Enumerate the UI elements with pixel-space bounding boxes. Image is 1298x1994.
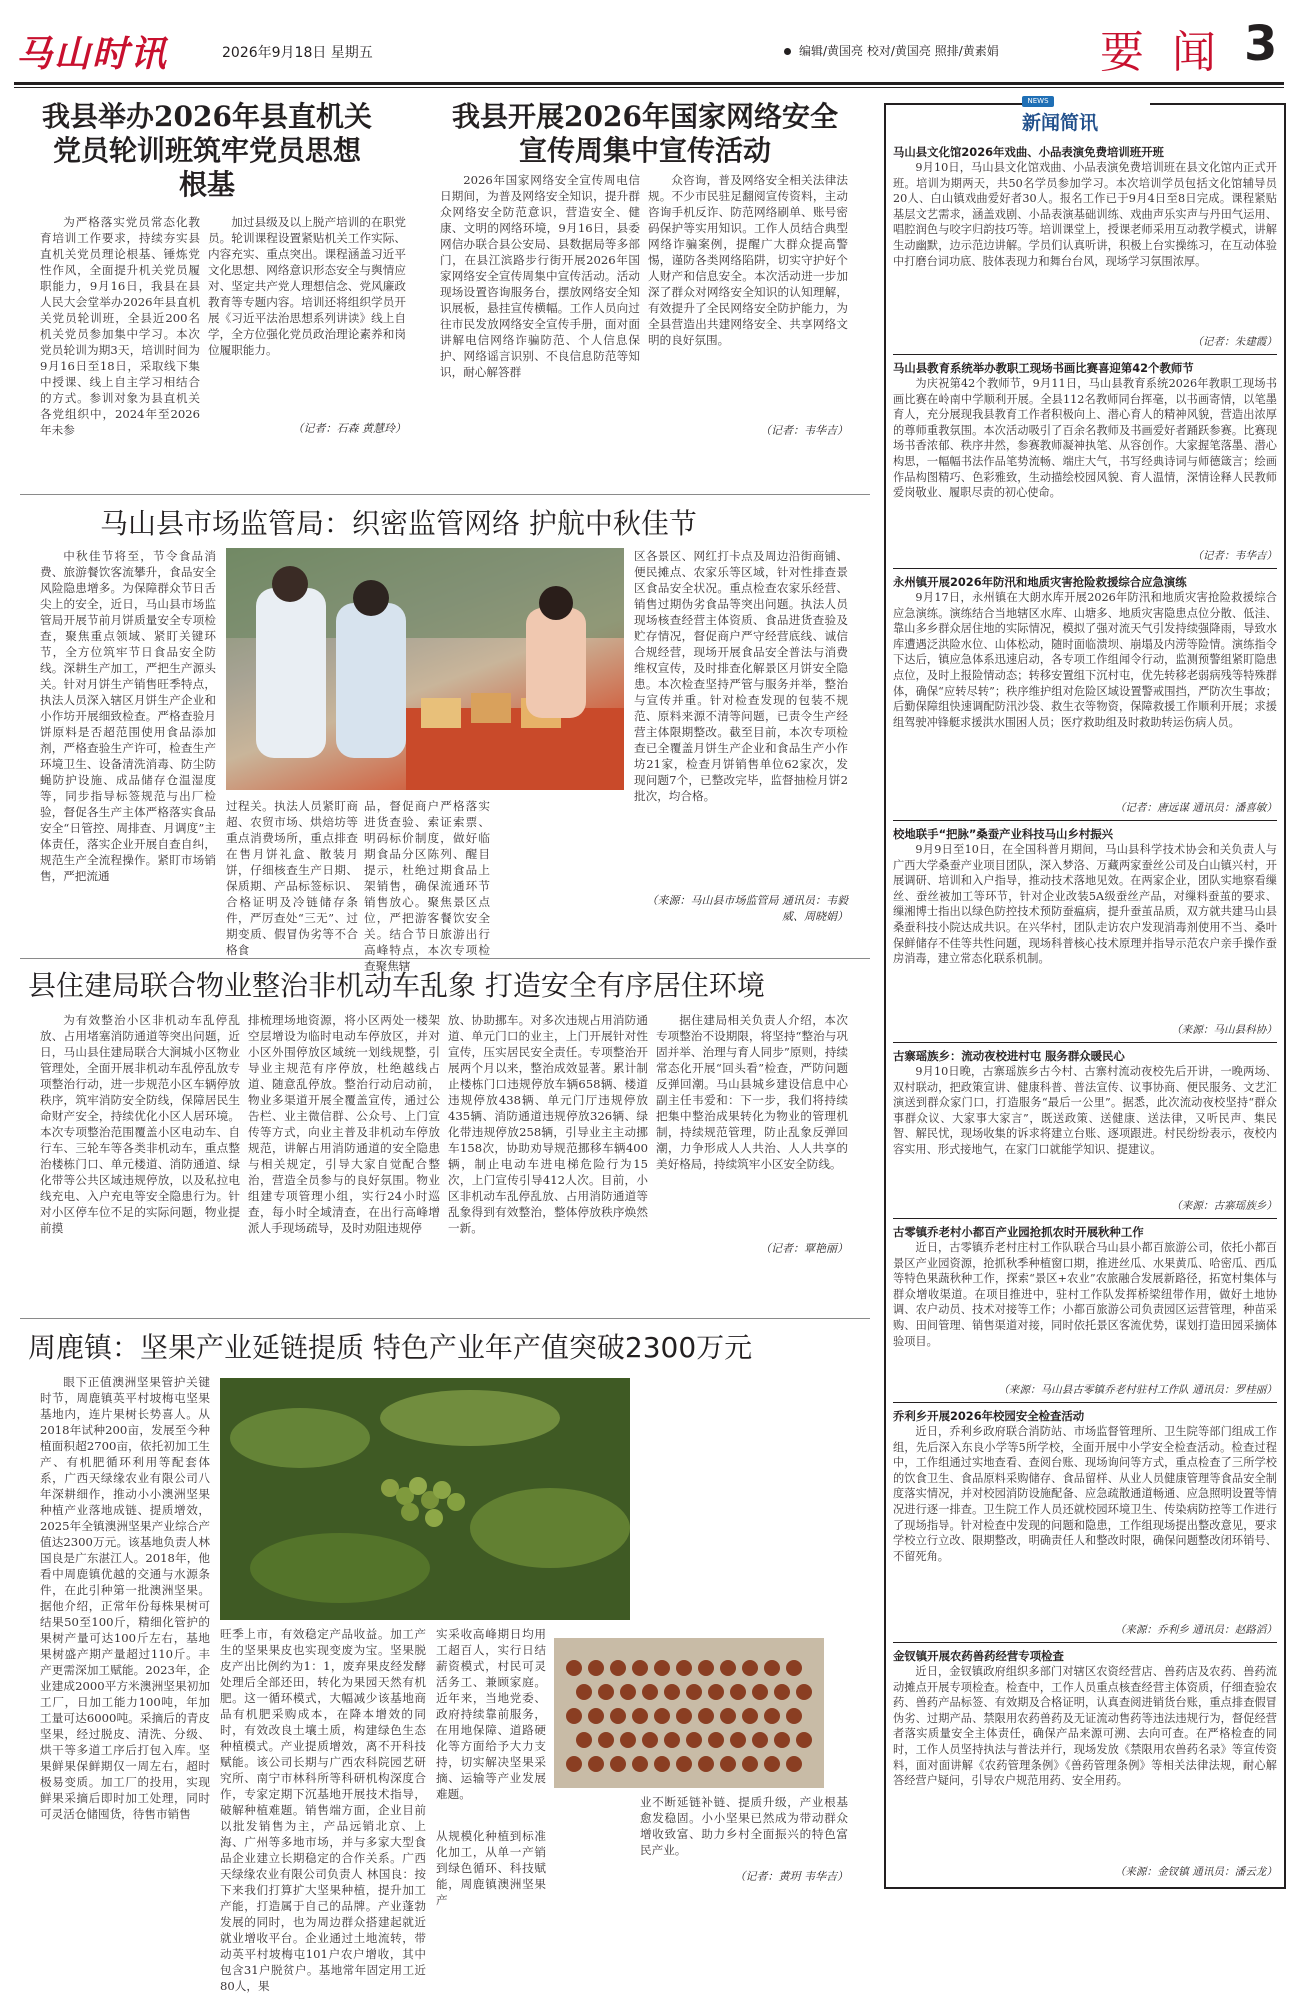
article2-title: 我县开展2026年国家网络安全宣传周集中宣传活动 xyxy=(452,100,838,168)
brief-text: 9月10日晚，古寨瑶族乡古今村、古寨村流动夜校先后开讲，一晚两场、双村联动，把政策宣讲、健康科普、普法宣传、议事协商、便民服务、文艺汇演送到群众家门口，打造服务“最后一公里”。据悉，此次流动夜校坚持“群众事群众议、大家事大家言”，既送政策、送健康、送法律，又听民声、集民智、解民忧，现场收集的诉求将建立台账、逐项跟进。村民纷纷表示，夜校内容实用、形式接地气，在家门口就能学知识、提建议。 xyxy=(893,1065,1277,1156)
brief-text: 9月17日，永州镇在大朗水库开展2026年防汛和地质灾害抢险救援综合应急演练。演练结合当地辖区水库、山塘多、地质灾害隐患点位分散、低洼、靠山多乡群众居住地的实际情况，模拟了强对流天气引发持续强降雨，导致水库遭遇泛洪险水位、山体松动，随时面临溃坝、崩塌及内涝等险情。演练指令下达后，镇应急体系迅速启动，各专项工作组闻令行动，监测预警组紧盯隐患点位，及时上报险情动态；转移安置组下沉村屯，优先转移老弱病残等特殊群体，确保“应转尽转”；秩序维护组对危险区域设置警戒围挡，严防次生事故；后勤保障组快速调配防汛沙袋、救生衣等物资，保障救援工作顺利开展；求援组驾驶冲锋艇求援洪水围困人员；医疗救助组及时救助转运伤病人员。 xyxy=(893,591,1277,729)
article5-col1: 眼下正值澳洲坚果管护关键时节，周鹿镇英平村坡梅屯坚果基地内，连片果树长势喜人。从2018年试种200亩，发展至今种植面积超2700亩，依托初加工生产、有机肥循环利用等配套体系，广西天绿缘农业有限公司八年深耕细作，推动小小澳洲坚果种植产业落地成链、提质增效，2025年全镇澳洲坚果产业综合产值达2300万元。该基地负责人林国良是广东湛江人。2018年，他看中周鹿镇优越的交通与水源条件，在此引种第一批澳洲坚果。据他介绍，正常年份每株果树可结果50至100斤，精细化管护的果树产量可达100斤左右，基地果树盛产期产量超过110斤。丰产更需深加工赋能。2023年，企业建成2000平方米澳洲坚果初加工厂，日加工能力100吨，年加工量可达6000吨。采摘后的青皮坚果，经过脱皮、清洗、分级、烘干等多道工序后打包入库。坚果鲜果保鲜期仅一周左右，超时极易变质。加工厂的投用，实现鲜果采摘后即时加工处理，同时可灵活仓储囤货，待售市销售 xyxy=(40,1375,210,1821)
brief-title: 乔利乡开展2026年校园安全检查活动 xyxy=(893,1409,1085,1423)
brief-divider xyxy=(893,1042,1277,1043)
brief-title: 永州镇开展2026年防汛和地质灾害抢险救援综合应急演练 xyxy=(893,575,1187,589)
article5-col4: 从规模化种植到标准化加工，从单一产销到绿色循环、科技赋能，周鹿镇澳洲坚果产 xyxy=(436,1829,546,1907)
brief-text: 近日，古零镇乔老村庄村工作队联合马山县小都百旅游公司，依托小都百景区产业园资源，抢抓秋季种植窗口期，推进丝瓜、水果黄瓜、哈密瓜、西瓜等特色果蔬秋种工作，探索“景区+农业”农旅融合发展新路径，拓宽村集体与群众增收渠道。在项目推进中，驻村工作队发挥桥梁纽带作用，做好土地协调、农户动员、技术对接等工作；小都百旅游公司负责园区运营管理，种苗采购、田间管理、销售渠道对接，同时依托景区客流优势，谋划打造田园采摘体验项目。 xyxy=(893,1241,1277,1348)
divider xyxy=(20,1318,870,1319)
bullet-icon xyxy=(784,48,791,55)
article3-title: 马山县市场监管局：织密监管网络 护航中秋佳节 xyxy=(100,507,697,540)
article4-col3: 放、协助挪车。对多次违规占用消防通道、单元门口的业主，上门开展针对性宣传，压实居民安全责任。专项整治开展两个月以来，整治成效显著。累计制止楼栋门口违规停放车辆658辆、楼道违规停放438辆、单元门厅违规停放435辆、消防通道违规停放326辆、绿化带违规停放258辆，引导业主主动挪车158次，协助劝导规范挪移车辆400辆，制止电动车进电梯危险行为15次，上门宣传引导412人次。目前，小区非机动车乱停乱放、占用消防通道等乱象得到有效整治，整体停放秩序焕然一新。 xyxy=(448,1013,648,1235)
article4-col1: 为有效整治小区非机动车乱停乱放、占用堵塞消防通道等突出问题，近日，马山县住建局联合大涧城小区物业管理处，全面开展非机动车乱停乱放专项整治行动，进一步规范小区车辆停放秩序，筑牢消防安全防线，保障居民生命财产安全，持续优化小区人居环境。本次专项整治范围覆盖小区电动车、自行车、三轮车等各类非机动车，重点整治楼栋门口、单元楼道、消防通道、绿化带等公共区域违规停放，以及私拉电线充电、入户充电等安全隐患行为。针对小区停车位不足的实际问题，物业提前摸 xyxy=(40,1013,240,1235)
brief-byline: （记者：唐远谋 通讯员：潘喜敏） xyxy=(1114,802,1277,814)
article4-col4: 据住建局相关负责人介绍，本次专项整治不设期限，将坚持“整治与巩固并举、治理与育人同步”原则，持续常态化开展“回头看”检查，严防问题反弹回潮。马山县城乡建设信息中心副主任韦爱和：下一步，我们将持续把集中整治成果转化为物业的管理机制，持续规范管理，防止乱象反弹回潮，力争形成人人共治、人人共享的美好格局，持续筑牢小区安全防线。 xyxy=(656,1013,848,1171)
brief-text: 9月10日，马山县文化馆戏曲、小品表演免费培训班在县文化馆内正式开班。培训为期两天，共50名学员参加学习。本次培训学员包括文化馆辅导员20人、白山镇戏曲爱好者30人。报名工作已于9月4日至8日完成。课程紧贴基层文艺需求，涵盖戏剧、小品表演基础训练、戏曲声乐实声与丹田气运用、唱腔润色与咬字归韵技巧等。培训课堂上，授课老师采用互动教学模式，讲解生动幽默，边示范边讲解。学员们认真听讲，积极上台实操练习，在互动体验中打磨台词功底、肢体表现力和舞台台风，现场学习氛围浓厚。 xyxy=(893,161,1277,268)
brief-title: 马山县文化馆2026年戏曲、小品表演免费培训班开班 xyxy=(893,145,1164,159)
brief-divider xyxy=(893,1402,1277,1403)
brief-text: 为庆祝第42个教师节，9月11日，马山县教育系统2026年教职工现场书画比赛在岭南中学顺利开展。全县112名教师同台挥毫，以书画寄情，以笔墨育人，充分展现我县教育工作者积极向上、潜心育人的精神风貌，营造出浓厚的尊师重教氛围。本次活动吸引了百余名教师及书画爱好者踊跃参赛。比赛现场书香浓郁、秩序井然，参赛教师凝神执笔、从容创作。大家握笔落墨、潜心构思，一幅幅书法作品笔势流畅、端庄大气，书写经典诗词与师德箴言；绘画作品构图精巧、色彩雅致，生动描绘校园风貌、育人温情，深情诠释人民教师爱岗敬业、履职尽责的初心使命。 xyxy=(893,377,1277,500)
brief-text: 近日，金钗镇政府组织多部门对辖区农资经营店、兽药店及农药、兽药流动摊点开展专项检查。检查中，工作人员重点核查经营主体资质，仔细查验农药、兽药产品标签、有效期及合格证明，认真查阅进销货台账，重点排查假冒伪劣、过期产品、禁限用农药兽药及无证流动售药等违法违规行为，督促经营者落实质量安全主体责任，确保产品来源可溯、去向可查。在严格检查的同时，工作人员坚持执法与普法并行，现场发放《禁限用农兽药名录》等宣传资料，面对面讲解《农药管理条例》《兽药管理条例》等相关法律法规，耐心解答经营户疑问，引导农户规范用药、安全用药。 xyxy=(893,1665,1277,1788)
brief-text: 近日，乔利乡政府联合消防站、市场监督管理所、卫生院等部门组成工作组，先后深入东良小学等5所学校，全面开展中小学安全检查活动。检查过程中，工作组通过实地查看、查阅台账、现场询问等方式，重点检查了三所学校的饮食卫生、食品原料采购储存、食品留样、从业人员健康管理等食品安全制度落实情况，并对校园消防设施配备、应急疏散通道畅通、应急照明设置等情况进行逐一排查。卫生院工作人员还就校园环境卫生、传染病防控等工作进行了现场指导。针对检查中发现的问题和隐患，工作组现场提出整改意见，要求学校立行立改、限期整改，明确责任人和整改时限，确保问题整改闭环销号、不留死角。 xyxy=(893,1425,1277,1563)
article3-byline: （来源：马山县市场监管局 通讯员：韦毅威、周晓娟） xyxy=(646,894,848,923)
article5-col5: 业不断延链补链、提质升级，产业根基愈发稳固。小小坚果已然成为带动群众增收致富、助力乡村全面振兴的特色富民产业。 xyxy=(640,1795,848,1857)
brief-byline: （来源：马山县古零镇乔老村驻村工作队 通讯员：罗桂丽） xyxy=(998,1384,1277,1396)
article1-col1: 为严格落实党员常态化教育培训工作要求，持续夯实县直机关党员理论根基、锤炼党性作风，全面提升机关党员履职能力，9月16日，我县在县人民大会堂举办2026年县直机关党员轮训班，全县近200名机关党员参加集中学习。本次党员轮训为期3天，培训时间为9月16日至18日，采取线下集中授课、线上自主学习相结合的方式。参训对象为县直机关各党组织中，2024年至2026年未参 xyxy=(40,215,200,437)
article5-col3: 实采收高峰期日均用工超百人，实行日结薪资模式，村民可灵活务工、兼顾家庭。近年来，当地党委、政府持续靠前服务，在用地保障、道路硬化等方面给予大力支持，切实解决坚果采摘、运输等产业发展难题。 xyxy=(436,1627,546,1801)
editor-credits-text: 编辑/黄国亮 校对/黄国亮 照排/黄素娟 xyxy=(799,44,999,58)
article1-byline: （记者：石森 黄慧玲） xyxy=(292,422,406,435)
news-briefs-title: 新闻简讯 xyxy=(1022,112,1099,134)
brief-divider xyxy=(893,820,1277,821)
article4-byline: （记者：覃艳丽） xyxy=(760,1242,848,1255)
newspaper-logo: 马山时讯 xyxy=(16,33,169,75)
brief-divider xyxy=(893,568,1277,569)
news-tag: NEWS xyxy=(1022,96,1054,107)
brief-byline: （记者：韦华吉） xyxy=(1192,550,1277,562)
brief-title: 校地联手“把脉”桑蚕产业科技马山乡村振兴 xyxy=(893,827,1114,841)
market-inspection-photo-art xyxy=(226,548,624,790)
divider xyxy=(20,494,870,495)
brief-divider xyxy=(893,1218,1277,1219)
brief-text: 9月9日至10日，在全国科普月期间，马山县科学技术协会和关负责人与广西大学桑蚕产业项目团队，深入梦洛、万藏两家蚕丝公司及白山镇兴村，开展调研、培训和入户指导，推动技术落地见效。在两家企业，团队实地察看缫丝、蚕丝被加工等环节，针对企业改装5A级蚕丝产品，对缫料蚕茧的要求、缫湘博士指出以绿色防控技术预防蚕瘟病，提升蚕茧品质，双方就共建马山县桑蚕科技小院达成共识。在兴华村，团队走访农户发现消毒剂使用不当、桑叶保鲜储存不佳等共性问题，现场科普核心技术原理并指导示范农户亲手操作蚕房消毒，建立常态化联系机制。 xyxy=(893,843,1277,966)
brief-byline: （来源：乔利乡 通讯员：赵路滔） xyxy=(1114,1624,1277,1636)
page-number: 3 xyxy=(1244,16,1278,72)
brief-divider xyxy=(893,354,1277,355)
brief-title: 马山县教育系统举办教职工现场书画比赛喜迎第42个教师节 xyxy=(893,361,1194,375)
brief-title: 古寨瑶族乡：流动夜校进村屯 服务群众暖民心 xyxy=(893,1049,1125,1063)
macadamia-tree-photo xyxy=(220,1378,630,1620)
article1-title: 我县举办2026年县直机关党员轮训班筑牢党员思想根基 xyxy=(42,100,372,202)
article4-col2: 排梳理场地资源，将小区两处一楼架空层增设为临时电动车停放区，并对小区外围停放区域统一划线规整，引导业主规范有序停放，杜绝越线占道、随意乱停放。整治行动启动前，物业多渠道开展全覆盖宣传，通过公告栏、业主微信群、公众号、上门宣传等方式，向业主普及非机动车停放规范，讲解占用消防通道的安全隐患与相关规定，引导大家自觉配合整治，营造全员参与的良好氛围。物业组建专项管理小组，实行24小时巡查，每小时全域清查，在出行高峰增派人手现场疏导，及时劝阻违规停 xyxy=(248,1013,440,1235)
article4-title: 县住建局联合物业整治非机动车乱象 打造安全有序居住环境 xyxy=(28,969,765,1002)
brief-title: 金钗镇开展农药兽药经营专项检查 xyxy=(893,1649,1064,1663)
masthead xyxy=(0,0,1298,84)
article5-byline: （记者：黄玥 韦华吉） xyxy=(734,1870,848,1883)
section-title: 要闻 xyxy=(1100,27,1244,78)
editor-credits xyxy=(784,42,999,59)
brief-byline: （记者：朱建霞） xyxy=(1192,336,1277,348)
macadamia-drying-photo xyxy=(554,1638,824,1788)
brief-byline: （来源：金钗镇 通讯员：潘云龙） xyxy=(1114,1866,1277,1878)
article3-col1: 中秋佳节将至，节令食品消费、旅游餐饮客流攀升，食品安全风险隐患增多。为保障群众节日舌尖上的安全，近日，马山县市场监管局开展节前月饼质量安全专项检查，聚焦重点领域、紧盯关键环节，全方位筑牢节日食品安全防线。深耕生产加工，严把生产源头关。针对月饼生产销售旺季特点，执法人员深入辖区月饼生产企业和小作坊开展细致检查。严格查验月饼原料是否超范围使用食品添加剂，严格查验生产许可，检查生产环境卫生、设备清洗消毒、防尘防蝇防护设施、成品储存仓温湿度等，同步指导标签规范与出厂检验，督促各生产主体严格落实食品安全“日管控、周排查、月调度”主体责任，落实企业开展自查自纠，规范生产全流程操作。紧盯市场销售，严把流通 xyxy=(40,549,216,883)
masthead-rule-thin xyxy=(14,87,1284,88)
article5-title: 周鹿镇：坚果产业延链提质 特色产业年产值突破2300万元 xyxy=(28,1331,753,1364)
brief-byline: （来源：古寨瑶族乡） xyxy=(1171,1200,1277,1212)
brief-title: 古零镇乔老村小都百产业园抢抓农时开展秋种工作 xyxy=(893,1225,1144,1239)
brief-divider xyxy=(893,1642,1277,1643)
macadamia-tree-photo-art xyxy=(220,1378,630,1620)
market-inspection-photo xyxy=(226,548,624,790)
macadamia-drying-photo-art xyxy=(554,1638,824,1788)
article2-col1: 2026年国家网络安全宣传周电信日期间，为普及网络安全知识，提升群众网络安全防范意识，营造安全、健康、文明的网络环境，9月16日，县委网信办联合县公安局、县数据局等多部门，在县江滨路步行街开展2026年国家网络安全宣传周集中宣传活动。活动现场设置咨询服务台，摆放网络安全知识展板，悬挂宣传横幅。工作人员向过往市民发放网络安全宣传手册，面对面讲解电信网络诈骗防范、个人信息保护、网络谣言识别、不良信息防范等知识，耐心解答群 xyxy=(440,173,640,379)
article3-col2: 过程关。执法人员紧盯商超、农贸市场、烘焙坊等重点消费场所，重点排查在售月饼礼盒、散装月饼，仔细核查生产日期、保质期、产品标签标识、合格证明及冷链储存条件，严厉查处“三无”、过期变质、假冒伪劣等不合格食 xyxy=(226,799,358,957)
article3-col3: 品，督促商户严格落实进货查验、索证索票、明码标价制度，做好临期食品分区陈列、醒目提示，杜绝过期食品上架销售，确保流通环节销售放心。聚焦景区点位，严把游客餐饮安全关。结合节日旅游出行高峰特点，本次专项检查聚焦辖 xyxy=(364,799,490,973)
article1-col2: 加过县级及以上脱产培训的在职党员。轮训课程设置紧贴机关工作实际、内容充实、重点突出。课程涵盖习近平文化思想、网络意识形态安全与舆情应对、坚定共产党人理想信念、党风廉政教育等专题内容。培训还将组织学员开展《习近平法治思想系列讲读》线上自学，全方位强化党员政治理论素养和岗位履职能力。 xyxy=(208,215,406,357)
divider xyxy=(20,958,870,959)
article5-col2: 旺季上市，有效稳定产品收益。加工产生的坚果果皮也实现变废为宝。坚果脱皮产出比例约为1：1，废弃果皮经发酵处理后全部还田，转化为果园天然有机肥。这一循环模式，大幅减少该基地商品有机肥采购成本，在降本增效的同时，有效改良土壤土质，构建绿色生态种植模式。产业提质增效，离不开科技赋能。该公司长期与广西农科院园艺研究所、南宁市林科所等科研机构深度合作，专家定期下沉基地开展技术指导，破解种植难题。销售端方面，企业目前以批发销售为主，产品远销北京、上海、广州等多地市场，并与多家大型食品企业建立长期稳定的合作关系。广西天绿缘农业有限公司负责人 林国良：按下来我们打算扩大坚果种植，提升加工产能，打造属于自己的品牌。产业蓬勃发展的同时，也为周边群众搭建起就近就业增收平台。企业通过土地流转，带动英平村坡梅屯101户农户增收，其中包含31户脱贫户。基地常年固定用工近80人，果 xyxy=(220,1627,426,1993)
issue-date: 2026年9月18日 星期五 xyxy=(222,45,373,61)
brief-byline: （来源：马山县科协） xyxy=(1171,1024,1277,1036)
article3-col4: 区各景区、网红打卡点及周边沿街商铺、便民摊点、农家乐等区域，针对性排查景区食品安全状况。重点检查农家乐经营、销售过期伪劣食品等突出问题。执法人员现场核查经营主体资质、食品进货查验及贮存情况，督促商户严守经营底线、诚信合规经营，现场开展食品安全普法与消费维权宣传，及时排查化解景区月饼安全隐患。本次检查坚持严管与服务并举，整治与宣传并重。针对检查发现的包装不规范、原料来源不清等问题，已责令生产经营主体限期整改。截至目前，本次专项检查已全覆盖月饼生产企业和食品生产小作坊21家，检查月饼销售单位62家次，发现问题7个，已整改完毕，监督抽检月饼2批次，均合格。 xyxy=(634,549,848,803)
article2-col2: 众咨询，普及网络安全相关法律法规。不少市民驻足翻阅宣传资料，主动咨询手机反诈、防范网络刷单、账号密码保护等实用知识。工作人员结合典型网络诈骗案例，提醒广大群众提高警惕，谨防各类网络陷阱，切实守护好个人财产和信息安全。本次活动进一步加深了群众对网络安全知识的认知理解，有效提升了全民网络安全防护能力，为全县营造出共建网络安全、共享网络文明的良好氛围。 xyxy=(648,173,848,347)
article2-byline: （记者：韦华吉） xyxy=(760,424,848,437)
masthead-rule xyxy=(14,82,1284,85)
